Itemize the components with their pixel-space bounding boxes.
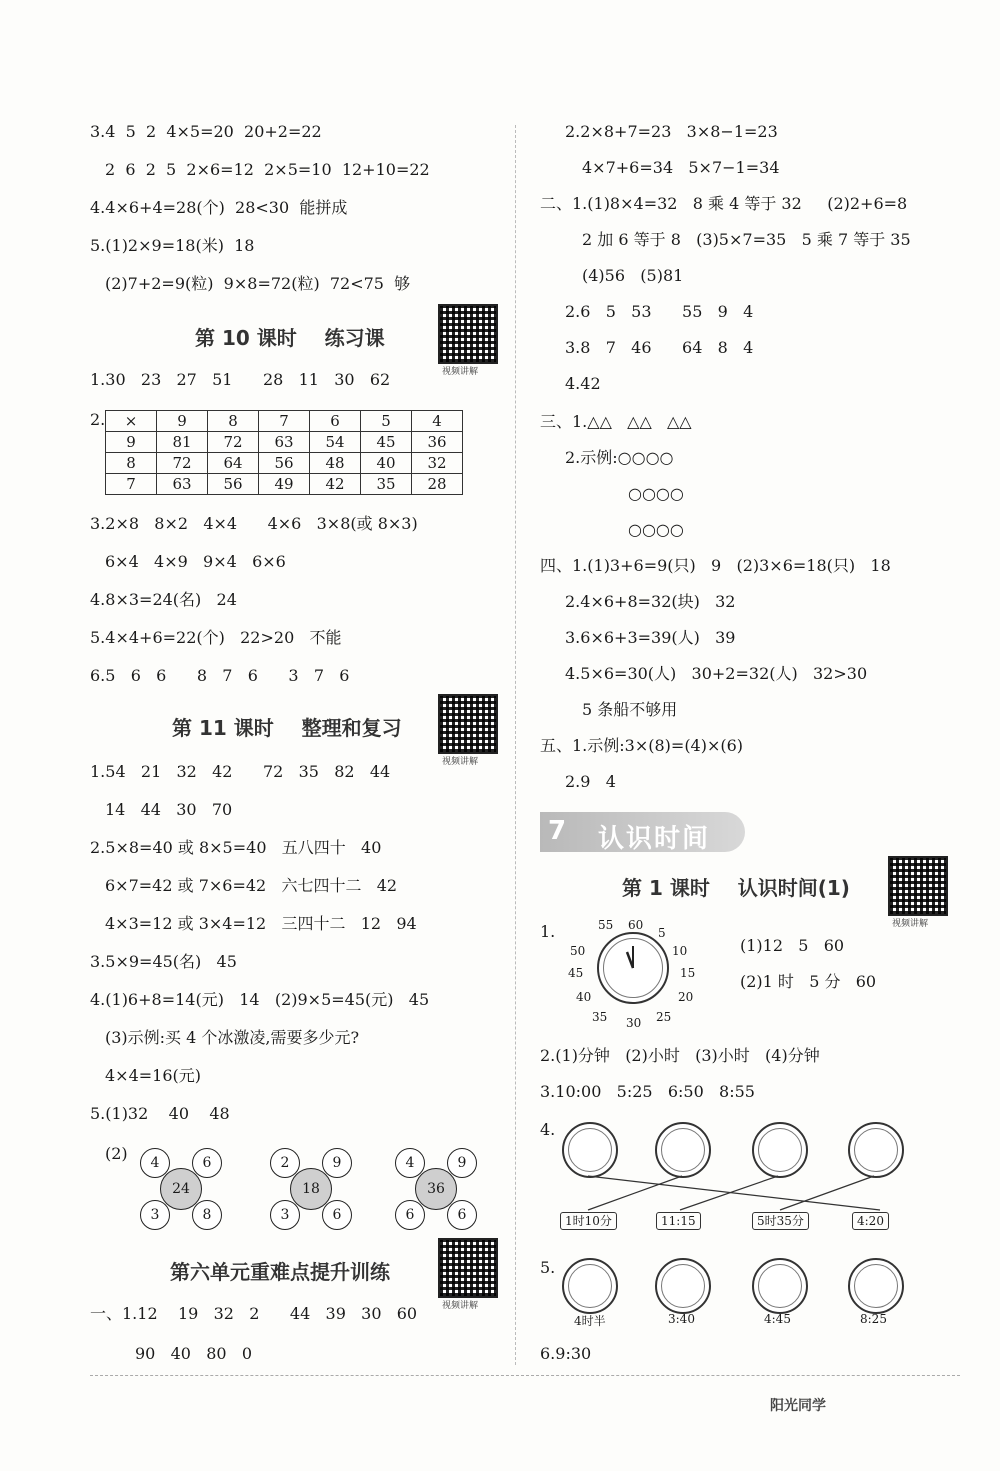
footer-divider [90,1375,960,1376]
answer-line: (2)7+2=9(粒) 9×8=72(粒) 72<75 够 [105,274,411,293]
answer-line: 5.(1)32 40 48 [90,1104,230,1123]
answer-line: 2. [90,410,106,429]
clock-face [848,1258,904,1314]
answer-line: 4×3=12 或 3×4=12 三四十二 12 94 [105,914,417,933]
minute-label: 55 [598,918,614,932]
answer-line: 5.4×4+6=22(个) 22>20 不能 [90,628,342,647]
answer-line: 4.8×3=24(名) 24 [90,590,237,609]
clock-hands [599,934,667,1002]
flower-petal: 6 [322,1200,352,1230]
flower-center: 18 [290,1168,332,1210]
answer-line: 1. [540,922,556,941]
answer-line: 4. [540,1120,556,1139]
minute-label: 30 [626,1016,642,1030]
qr-label: 视频讲解 [442,367,479,377]
flower-petal: 8 [192,1200,222,1230]
clock-caption: 3:40 [668,1312,695,1326]
clock-caption: 8:25 [860,1312,887,1326]
qr-code[interactable] [888,856,948,916]
answer-line: (2) [105,1144,128,1163]
minute-label: 50 [570,944,586,958]
answer-line: 6.5 6 6 8 7 6 3 7 6 [90,666,350,685]
answer-line: 三、1.△△ △△ △△ [540,412,692,431]
minute-label: 15 [680,966,696,980]
answer-line: 2.6 5 53 55 9 4 [565,302,754,321]
answer-line: 3.8 7 46 64 8 4 [565,338,754,357]
qr-label: 视频讲解 [442,757,479,767]
answer-line: 5 条船不够用 [582,700,678,719]
column-divider [515,125,516,1365]
clock-face [848,1122,904,1178]
answer-line: 6×7=42 或 7×6=42 六七四十二 42 [105,876,398,895]
answer-line: 5.(1)2×9=18(米) 18 [90,236,255,255]
flower-center: 24 [160,1168,202,1210]
answer-line: 6×4 4×9 9×4 6×6 [105,552,286,571]
section-title: 第六单元重难点提升训练 [170,1260,390,1284]
time-box: 1时10分 [560,1212,617,1230]
matching-lines [560,1172,920,1214]
answer-line: 4×7+6=34 5×7−1=34 [582,158,780,177]
qr-label: 视频讲解 [892,919,929,929]
flower-petal: 6 [395,1200,425,1230]
answer-line: 4.(1)6+8=14(元) 14 (2)9×5=45(元) 45 [90,990,430,1009]
clock-face [562,1122,618,1178]
answer-line: 2 加 6 等于 8 (3)5×7=35 5 乘 7 等于 35 [582,230,911,249]
answer-line: 3.10:00 5:25 6:50 8:55 [540,1082,755,1101]
qr-code[interactable] [438,694,498,754]
answer-line: 1.54 21 32 42 72 35 82 44 [90,762,391,781]
answer-line: 5. [540,1258,556,1277]
answer-line: 四、1.(1)3+6=9(只) 9 (2)3×6=18(只) 18 [540,556,891,575]
answer-line: 3.5×9=45(名) 45 [90,952,237,971]
clock-face [562,1258,618,1314]
time-box: 5时35分 [752,1212,809,1230]
answer-line: 4.5×6=30(人) 30+2=32(人) 32>30 [565,664,868,683]
clock-face [597,932,669,1004]
answer-line: 4.4×6+4=28(个) 28<30 能拼成 [90,198,348,217]
answer-line: (3)示例:买 4 个冰激凌,需要多少元? [105,1028,360,1047]
minute-label: 35 [592,1010,608,1024]
answer-line: ○○○○ [628,520,684,539]
answer-line: 二、1.(1)8×4=32 8 乘 4 等于 32 (2)2+6=8 [540,194,908,213]
answer-line: 3.6×6+3=39(人) 39 [565,628,736,647]
time-box: 11:15 [656,1212,701,1230]
answer-line: 2.(1)分钟 (2)小时 (3)小时 (4)分钟 [540,1046,820,1065]
clock-face [752,1122,808,1178]
answer-line: (2)1 时 5 分 60 [740,972,877,991]
answer-line: 2.示例:○○○○ [565,448,674,467]
answer-line: (1)12 5 60 [740,936,845,955]
qr-code[interactable] [438,304,498,364]
clock-caption: 4:45 [764,1312,791,1326]
minute-label: 60 [628,918,644,932]
multiplication-table: × 9 8 7 6 5 4 9 81 72 63 54 45 36 8 72 64 56 48 40 32 7 63 56 49 42 35 28 [105,410,463,495]
unit-number: 7 [548,816,567,846]
answer-line: 2.4×6+8=32(块) 32 [565,592,736,611]
answer-line: ○○○○ [628,484,684,503]
flower-center: 36 [415,1168,457,1210]
clock-face [655,1258,711,1314]
qr-label: 视频讲解 [442,1301,479,1311]
answer-line: 2.2×8+7=23 3×8−1=23 [565,122,778,141]
clock-face [655,1122,711,1178]
clock-caption: 4时半 [574,1314,606,1328]
flower-petal: 2 [270,1148,300,1178]
answer-line: 14 44 30 70 [105,800,233,819]
answer-line: 6.9:30 [540,1344,592,1363]
minute-label: 10 [672,944,688,958]
flower-petal: 9 [322,1148,352,1178]
answer-line: (4)56 (5)81 [582,266,684,285]
answer-line: 2 6 2 5 2×6=12 2×5=10 12+10=22 [105,160,430,179]
answer-line: 1.30 23 27 51 28 11 30 62 [90,370,391,389]
flower-petal: 9 [447,1148,477,1178]
flower-petal: 4 [395,1148,425,1178]
flower-petal: 3 [270,1200,300,1230]
publisher-logo: 阳光同学 [770,1398,826,1414]
answer-line: 五、1.示例:3×(8)=(4)×(6) [540,736,744,755]
section-title: 第 10 课时 练习课 [195,326,385,350]
clock-face [752,1258,808,1314]
flower-petal: 6 [447,1200,477,1230]
flower-petal: 6 [192,1148,222,1178]
flower-petal: 3 [140,1200,170,1230]
minute-label: 45 [568,966,584,980]
minute-label: 40 [576,990,592,1004]
answer-line: 4×4=16(元) [105,1066,202,1085]
minute-label: 25 [656,1010,672,1024]
qr-code[interactable] [438,1238,498,1298]
section-title: 第 1 课时 认识时间(1) [622,876,850,900]
unit-title: 认识时间 [598,824,711,854]
minute-label: 20 [678,990,694,1004]
answer-line: 4.42 [565,374,601,393]
answer-line: 2.5×8=40 或 8×5=40 五八四十 40 [90,838,382,857]
answer-line: 2.9 4 [565,772,616,791]
minute-label: 5 [658,926,666,940]
section-title: 第 11 课时 整理和复习 [172,716,402,740]
flower-petal: 4 [140,1148,170,1178]
answer-line: 90 40 80 0 [135,1344,253,1363]
answer-line: 3.4 5 2 4×5=20 20+2=22 [90,122,322,141]
time-box: 4:20 [852,1212,889,1230]
answer-line: 3.2×8 8×2 4×4 4×6 3×8(或 8×3) [90,514,418,533]
answer-line: 一、1.12 19 32 2 44 39 30 60 [90,1304,418,1323]
